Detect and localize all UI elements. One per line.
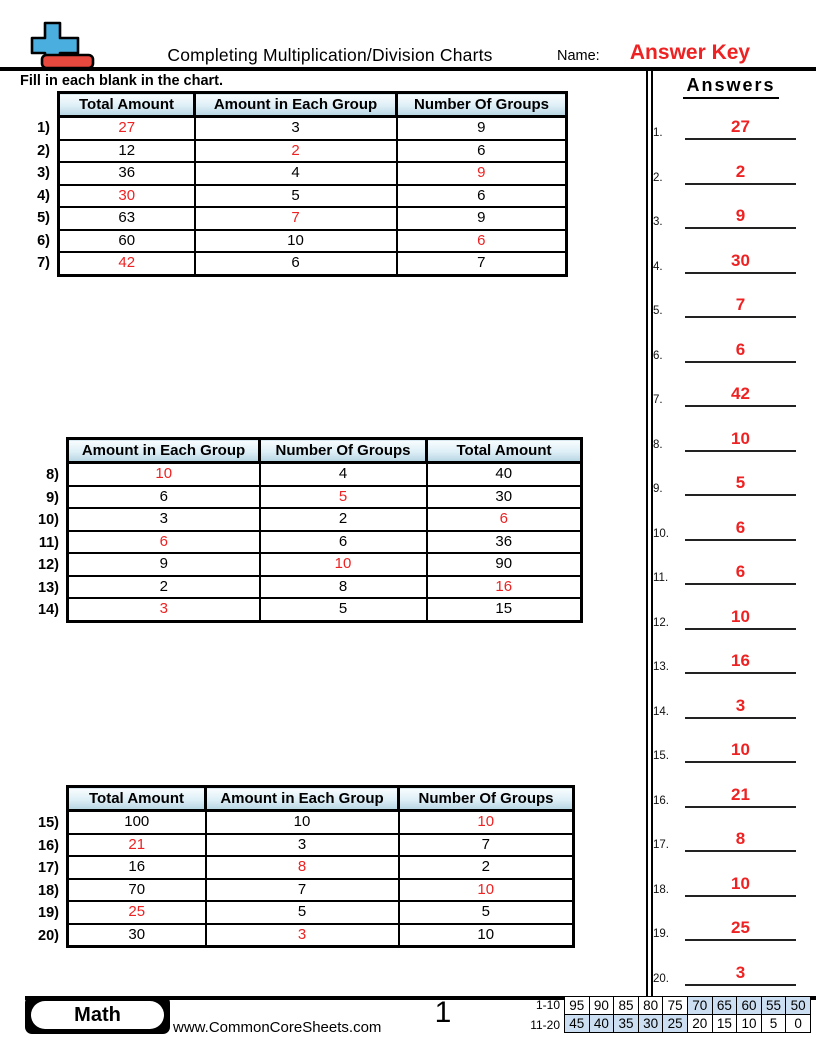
table-row (68, 834, 574, 857)
answer-number: 1. (653, 127, 663, 139)
answer-blank-line (685, 651, 796, 674)
answer-value: 10 (731, 606, 750, 626)
row-number-label: 19) (38, 905, 59, 921)
value-cell: 40 (427, 463, 582, 486)
answer-blank-line (685, 874, 796, 897)
answer-number: 13. (653, 661, 669, 673)
table-row (59, 185, 567, 208)
value-cell: 90 (427, 553, 582, 576)
answer-cell: 3 (68, 598, 260, 621)
answer-number: 16. (653, 794, 669, 807)
score-cell: 60 (737, 997, 762, 1015)
plus-minus-icon (28, 21, 106, 71)
row-number-label: 14) (38, 602, 59, 618)
column-header: Amount in Each Group (68, 439, 260, 463)
value-cell: 6 (397, 140, 567, 163)
table-row (68, 811, 574, 834)
score-range-label: 11-20 (530, 1018, 560, 1032)
score-cell: 80 (638, 997, 663, 1015)
value-cell: 15 (427, 598, 582, 621)
answer-blank-line (685, 295, 796, 318)
table-row (68, 901, 574, 924)
answer-item (652, 420, 802, 452)
row-number-label: 9) (46, 489, 59, 506)
score-cell: 0 (786, 1015, 811, 1033)
answer-blank-line (685, 162, 796, 185)
value-cell: 5 (399, 901, 574, 924)
value-cell: 3 (68, 508, 260, 531)
score-cell: 85 (614, 997, 639, 1015)
answer-number: 20. (653, 972, 669, 985)
value-cell: 10 (399, 924, 574, 947)
column-header: Amount in Each Group (206, 787, 399, 811)
answer-cell: 10 (399, 811, 574, 834)
answer-number: 4. (653, 260, 663, 273)
table-row (68, 598, 582, 621)
score-cell: 20 (687, 1015, 712, 1033)
answer-item (652, 642, 802, 674)
answer-item (652, 776, 802, 808)
table-row (59, 162, 567, 185)
answer-key-text: Answer Key (629, 41, 751, 64)
answer-blank-line (685, 340, 796, 363)
table-row (68, 508, 582, 531)
row-number-label: 13) (38, 579, 59, 596)
column-header: Number Of Groups (260, 439, 427, 463)
column-header: Total Amount (427, 439, 582, 463)
answer-value: 10 (731, 428, 750, 448)
answer-number: 9. (653, 483, 663, 495)
score-range-label: 1-10 (535, 998, 560, 1012)
score-cell: 45 (565, 1015, 590, 1033)
answer-item (652, 464, 802, 496)
value-cell: 7 (397, 252, 567, 275)
row-number-label: 16) (38, 837, 59, 854)
value-cell: 5 (206, 901, 399, 924)
score-cell: 30 (638, 1015, 663, 1033)
row-number-label: 6) (37, 232, 50, 249)
answer-cell: 6 (68, 531, 260, 554)
score-cell: 90 (589, 997, 614, 1015)
answer-item (652, 553, 802, 585)
answer-cell: 21 (68, 834, 206, 857)
table-row (68, 463, 582, 486)
table-row (59, 230, 567, 253)
score-cell: 50 (786, 997, 811, 1015)
value-cell: 9 (68, 553, 260, 576)
answer-value: 42 (731, 384, 750, 403)
answer-blank-line (685, 696, 796, 719)
value-cell: 4 (195, 162, 397, 185)
answer-value: 8 (735, 829, 746, 848)
value-cell: 2 (399, 856, 574, 879)
answer-item (652, 687, 802, 719)
table-row (68, 553, 582, 576)
value-cell: 6 (68, 486, 260, 509)
value-cell: 5 (260, 598, 427, 621)
answer-cell: 5 (260, 486, 427, 509)
header-divider (0, 67, 816, 71)
value-cell: 12 (59, 140, 195, 163)
value-cell: 4 (260, 463, 427, 486)
column-header: Amount in Each Group (195, 93, 397, 117)
row-number-label: 11) (38, 534, 59, 551)
website-link: www.CommonCoreSheets.com (173, 1019, 382, 1036)
row-number-label: 3) (37, 165, 50, 181)
column-header: Total Amount (68, 787, 206, 811)
value-cell: 6 (397, 185, 567, 208)
answer-item (652, 954, 802, 986)
value-cell: 9 (397, 207, 567, 230)
score-grid (564, 996, 811, 1033)
answer-number: 12. (653, 616, 669, 629)
answer-item (652, 331, 802, 363)
row-number-label: 8) (46, 467, 59, 483)
value-cell: 60 (59, 230, 195, 253)
answer-cell: 27 (59, 117, 195, 140)
answer-item (652, 598, 802, 630)
value-cell: 100 (68, 811, 206, 834)
row-number-label: 12) (38, 557, 59, 573)
value-cell: 9 (397, 117, 567, 140)
answer-value: 27 (731, 117, 750, 136)
answer-item (652, 108, 802, 140)
value-cell: 36 (427, 531, 582, 554)
column-header: Number Of Groups (399, 787, 574, 811)
answer-blank-line (685, 518, 796, 541)
math-subject-badge (25, 996, 170, 1034)
answer-number: 18. (653, 883, 669, 896)
chart-table-3 (38, 785, 575, 948)
table-row (68, 486, 582, 509)
answer-number: 2. (653, 171, 663, 184)
answer-cell: 16 (427, 576, 582, 599)
score-cell: 15 (712, 1015, 737, 1033)
answers-title (652, 75, 810, 99)
answer-item (652, 375, 802, 407)
answer-number: 7. (653, 394, 663, 406)
answer-value: 10 (731, 873, 750, 893)
answer-value: 6 (735, 517, 746, 537)
answer-blank-line (685, 740, 796, 763)
score-cell: 35 (614, 1015, 639, 1033)
column-header: Total Amount (59, 93, 195, 117)
answer-cell: 3 (206, 924, 399, 947)
page-number: 1 (434, 996, 452, 1029)
table-row (68, 576, 582, 599)
answer-value: 25 (731, 918, 750, 937)
answer-number: 10. (653, 527, 669, 540)
answer-cell: 7 (195, 207, 397, 230)
value-cell: 10 (195, 230, 397, 253)
answer-blank-line (685, 117, 796, 140)
answer-value: 21 (731, 784, 750, 804)
row-number-label: 7) (37, 255, 50, 271)
answer-cell: 8 (206, 856, 399, 879)
answer-cell: 10 (399, 879, 574, 902)
score-cell: 5 (761, 1015, 786, 1033)
value-cell: 3 (195, 117, 397, 140)
answer-value: 3 (735, 695, 746, 715)
answer-item (652, 509, 802, 541)
table-row (68, 856, 574, 879)
answer-value: 6 (735, 562, 746, 581)
answer-value: 16 (731, 651, 750, 670)
column-header: Number Of Groups (397, 93, 567, 117)
answer-number: 15. (653, 750, 669, 762)
answer-cell: 9 (397, 162, 567, 185)
answer-blank-line (685, 562, 796, 585)
value-cell: 3 (206, 834, 399, 857)
value-cell: 6 (260, 531, 427, 554)
value-cell: 30 (68, 924, 206, 947)
subject-label: Math (31, 1001, 164, 1029)
row-number-label: 18) (38, 882, 59, 899)
row-number-label: 2) (37, 142, 50, 159)
answer-cell: 10 (68, 463, 260, 486)
answer-value: 3 (735, 962, 746, 982)
answer-cell: 6 (397, 230, 567, 253)
answer-blank-line (685, 206, 796, 229)
answer-cell: 10 (260, 553, 427, 576)
answer-item (652, 197, 802, 229)
score-row (565, 997, 811, 1015)
answer-blank-line (685, 473, 796, 496)
score-cell: 55 (761, 997, 786, 1015)
table-row (59, 252, 567, 275)
answer-item (652, 865, 802, 897)
answer-blank-line (685, 251, 796, 274)
answer-number: 19. (653, 928, 669, 940)
name-label: Name: (557, 48, 600, 64)
row-number-label: 1) (37, 120, 50, 136)
row-number-label: 15) (38, 815, 59, 831)
value-cell: 2 (260, 508, 427, 531)
answer-cell: 25 (68, 901, 206, 924)
table-row (68, 531, 582, 554)
value-cell: 70 (68, 879, 206, 902)
answer-blank-line (685, 429, 796, 452)
score-cell: 75 (663, 997, 688, 1015)
worksheet-title: Completing Multiplication/Division Charts (167, 45, 493, 65)
answer-number: 5. (653, 305, 663, 317)
table-row (68, 879, 574, 902)
score-cell: 65 (712, 997, 737, 1015)
answer-number: 17. (653, 839, 669, 851)
score-row (565, 1015, 811, 1033)
answers-title-text: Answers (683, 75, 778, 99)
answer-cell: 30 (59, 185, 195, 208)
instructions-text: Fill in each blank in the chart. (20, 73, 224, 89)
answer-item (652, 286, 802, 318)
value-cell: 63 (59, 207, 195, 230)
value-cell: 7 (399, 834, 574, 857)
chart-table-1 (37, 91, 568, 277)
value-cell: 6 (195, 252, 397, 275)
row-number-label: 10) (38, 512, 59, 528)
answer-value: 10 (731, 740, 750, 759)
answer-number: 6. (653, 349, 663, 362)
answer-value: 5 (735, 473, 746, 492)
answer-value: 9 (735, 206, 746, 225)
row-number-label: 17) (38, 860, 59, 876)
answer-number: 14. (653, 705, 669, 718)
table-row (59, 117, 567, 140)
answer-blank-line (685, 963, 796, 986)
answer-number: 11. (653, 572, 669, 584)
value-cell: 7 (206, 879, 399, 902)
score-cell: 95 (565, 997, 590, 1015)
score-cell: 10 (737, 1015, 762, 1033)
answer-blank-line (685, 384, 796, 407)
value-cell: 16 (68, 856, 206, 879)
answer-item (652, 153, 802, 185)
row-number-label: 20) (38, 927, 59, 944)
table-row (59, 140, 567, 163)
chart-table-2 (38, 437, 583, 623)
row-number-label: 5) (37, 210, 50, 226)
score-cell: 40 (589, 1015, 614, 1033)
answer-item (652, 731, 802, 763)
table-row (68, 924, 574, 947)
answer-value: 6 (735, 339, 746, 359)
answer-value: 7 (735, 295, 746, 314)
answer-cell: 42 (59, 252, 195, 275)
answer-item (652, 909, 802, 941)
score-cell: 70 (687, 997, 712, 1015)
answer-item (652, 242, 802, 274)
answer-blank-line (685, 785, 796, 808)
value-cell: 10 (206, 811, 399, 834)
answer-number: 3. (653, 216, 663, 228)
value-cell: 8 (260, 576, 427, 599)
answer-blank-line (685, 829, 796, 852)
value-cell: 5 (195, 185, 397, 208)
row-number-label: 4) (37, 187, 50, 204)
value-cell: 2 (68, 576, 260, 599)
answer-number: 8. (653, 438, 663, 451)
answer-item (652, 820, 802, 852)
answer-value: 30 (731, 250, 750, 270)
answer-blank-line (685, 918, 796, 941)
value-cell: 36 (59, 162, 195, 185)
value-cell: 30 (427, 486, 582, 509)
answer-blank-line (685, 607, 796, 630)
table-row (59, 207, 567, 230)
answer-cell: 2 (195, 140, 397, 163)
answer-cell: 6 (427, 508, 582, 531)
answer-value: 2 (735, 161, 746, 181)
score-cell: 25 (663, 1015, 688, 1033)
